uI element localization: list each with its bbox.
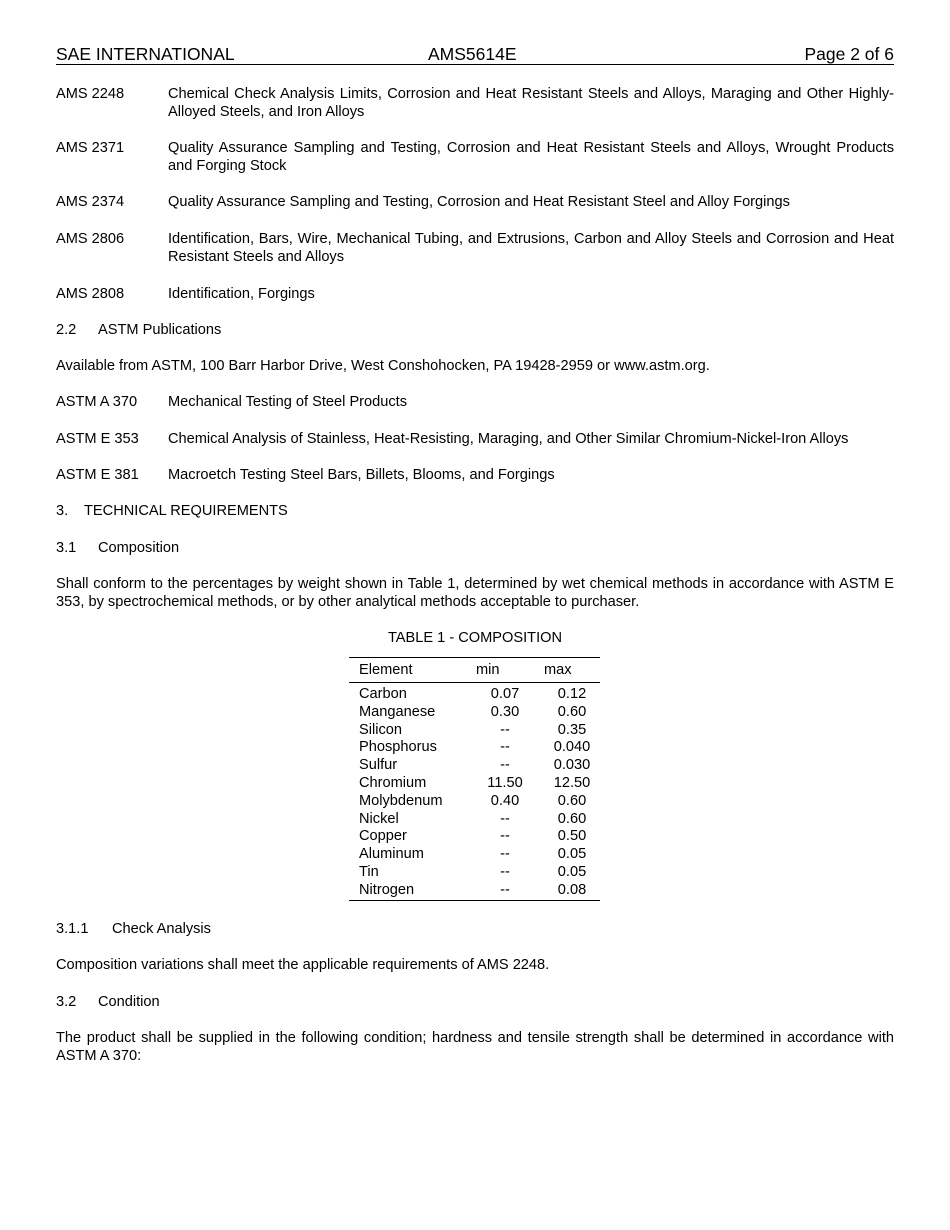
table-caption: TABLE 1 - COMPOSITION xyxy=(387,630,563,646)
table-row xyxy=(349,882,600,900)
max-cell: 0.60 xyxy=(557,703,587,720)
reference-title: Macroetch Testing Steel Bars, Billets, Blooms, and Forgings xyxy=(168,467,555,483)
reference-title: Quality Assurance Sampling and Testing, Corrosion and Heat Resistant Steel and Alloy Forgings xyxy=(168,194,790,210)
reference-code: ASTM E 381 xyxy=(56,467,139,483)
element-cell: Chromium xyxy=(359,774,427,791)
section-heading-3 xyxy=(56,502,894,520)
min-cell: -- xyxy=(500,846,510,863)
reference-title: Identification, Bars, Wire, Mechanical Tubing, and Extrusions, Carbon and Alloy Steels and Corrosion and Heat Resistant Steels and Alloys xyxy=(168,231,894,265)
composition-paragraph: Shall conform to the percentages by weight shown in Table 1, determined by wet chemical methods in accordance with ASTM E 353, by spectrochemical methods, or by other analytical methods acceptable to purchaser. xyxy=(56,576,894,610)
reference-entry xyxy=(56,139,894,175)
reference-code: ASTM E 353 xyxy=(56,431,139,447)
element-cell: Sulfur xyxy=(359,757,398,774)
element-cell: Nickel xyxy=(359,810,399,827)
section-title: ASTM Publications xyxy=(98,322,222,338)
column-header-element: Element xyxy=(349,658,466,683)
reference-title: Chemical Analysis of Stainless, Heat-Resisting, Maraging, and Other Similar Chromium-Nickel-Iron Alloys xyxy=(168,431,849,447)
reference-code: AMS 2371 xyxy=(56,140,125,156)
table-header-row xyxy=(349,658,600,683)
section-title: Condition xyxy=(98,993,160,1010)
min-cell: -- xyxy=(500,810,510,827)
max-cell: 0.60 xyxy=(557,792,587,809)
min-cell: -- xyxy=(500,863,510,880)
reference-code: ASTM A 370 xyxy=(56,394,138,410)
column-header-min: min xyxy=(466,658,534,683)
min-cell: -- xyxy=(500,739,510,756)
reference-entry xyxy=(56,85,894,121)
condition-paragraph: The product shall be supplied in the following condition; hardness and tensile strength shall be determined in accordance with ASTM A 370: xyxy=(56,1029,894,1064)
reference-code: AMS 2808 xyxy=(56,286,125,302)
reference-code: AMS 2248 xyxy=(56,86,125,102)
table-row xyxy=(349,828,600,846)
composition-table xyxy=(349,657,600,901)
reference-title: Quality Assurance Sampling and Testing, Corrosion and Heat Resistant Steels and Alloys, Wrought Products and Forging Stock xyxy=(168,140,894,174)
section-number: 3. xyxy=(56,503,69,519)
header-page-number: Page 2 of 6 xyxy=(804,44,894,64)
table-row xyxy=(349,864,600,882)
reference-entry xyxy=(56,430,894,448)
table-row xyxy=(349,775,600,793)
section-title: Check Analysis xyxy=(112,920,211,937)
element-cell: Copper xyxy=(359,828,407,845)
reference-entry xyxy=(56,466,894,484)
max-cell: 0.030 xyxy=(553,757,591,774)
table-row xyxy=(349,811,600,829)
reference-code: AMS 2806 xyxy=(56,231,125,247)
table-row xyxy=(349,757,600,775)
section-heading-3-1 xyxy=(56,539,894,557)
max-cell: 0.12 xyxy=(557,686,587,702)
page-header xyxy=(56,44,894,65)
reference-code: AMS 2374 xyxy=(56,194,125,210)
reference-title: Mechanical Testing of Steel Products xyxy=(168,394,408,410)
check-analysis-paragraph: Composition variations shall meet the applicable requirements of AMS 2248. xyxy=(56,956,550,973)
element-cell: Silicon xyxy=(359,721,402,738)
section-number: 3.1.1 xyxy=(56,920,89,937)
element-cell: Molybdenum xyxy=(359,792,443,809)
max-cell: 0.05 xyxy=(557,846,587,863)
section-number: 3.1 xyxy=(56,540,77,556)
table-row xyxy=(349,793,600,811)
reference-entry xyxy=(56,193,894,211)
header-organization: SAE INTERNATIONAL xyxy=(56,44,235,64)
element-cell: Nitrogen xyxy=(359,881,415,898)
column-header-max: max xyxy=(534,658,600,683)
min-cell: -- xyxy=(500,757,510,774)
min-cell: 0.30 xyxy=(490,703,520,720)
element-cell: Carbon xyxy=(359,686,407,702)
max-cell: 0.05 xyxy=(557,863,587,880)
element-cell: Phosphorus xyxy=(359,739,437,756)
max-cell: 0.35 xyxy=(557,721,587,738)
section-number: 3.2 xyxy=(56,993,77,1010)
table-row xyxy=(349,739,600,757)
min-cell: 0.07 xyxy=(490,686,520,702)
element-cell: Tin xyxy=(359,863,379,880)
min-cell: -- xyxy=(500,881,510,898)
min-cell: 11.50 xyxy=(487,774,523,791)
element-cell: Manganese xyxy=(359,703,436,720)
section-heading-3-2 xyxy=(56,993,894,1011)
reference-entry xyxy=(56,230,894,266)
min-cell: -- xyxy=(500,828,510,845)
reference-entry xyxy=(56,285,894,303)
element-cell: Aluminum xyxy=(359,846,424,863)
header-document-number: AMS5614E xyxy=(428,44,517,64)
max-cell: 0.040 xyxy=(553,739,591,756)
section-heading-2-2 xyxy=(56,321,894,339)
section-heading-3-1-1 xyxy=(56,920,894,938)
max-cell: 12.50 xyxy=(553,774,591,791)
max-cell: 0.50 xyxy=(557,828,587,845)
table-row xyxy=(349,704,600,722)
max-cell: 0.08 xyxy=(557,881,587,898)
reference-title: Chemical Check Analysis Limits, Corrosion and Heat Resistant Steels and Alloys, Maraging and Other Highly-Alloyed Steels, and Iron Alloys xyxy=(168,86,894,120)
document-page xyxy=(56,44,894,1065)
section-title: TECHNICAL REQUIREMENTS xyxy=(84,503,288,519)
astm-availability: Available from ASTM, 100 Barr Harbor Drive, West Conshohocken, PA 19428-2959 or www.astm.org. xyxy=(56,358,710,374)
section-number: 2.2 xyxy=(56,322,77,338)
table-row xyxy=(349,683,600,704)
reference-entry xyxy=(56,393,894,411)
table-row xyxy=(349,722,600,740)
table-row xyxy=(349,846,600,864)
min-cell: -- xyxy=(500,721,510,738)
max-cell: 0.60 xyxy=(557,810,587,827)
reference-title: Identification, Forgings xyxy=(168,286,315,302)
section-title: Composition xyxy=(98,540,180,556)
min-cell: 0.40 xyxy=(490,792,520,809)
